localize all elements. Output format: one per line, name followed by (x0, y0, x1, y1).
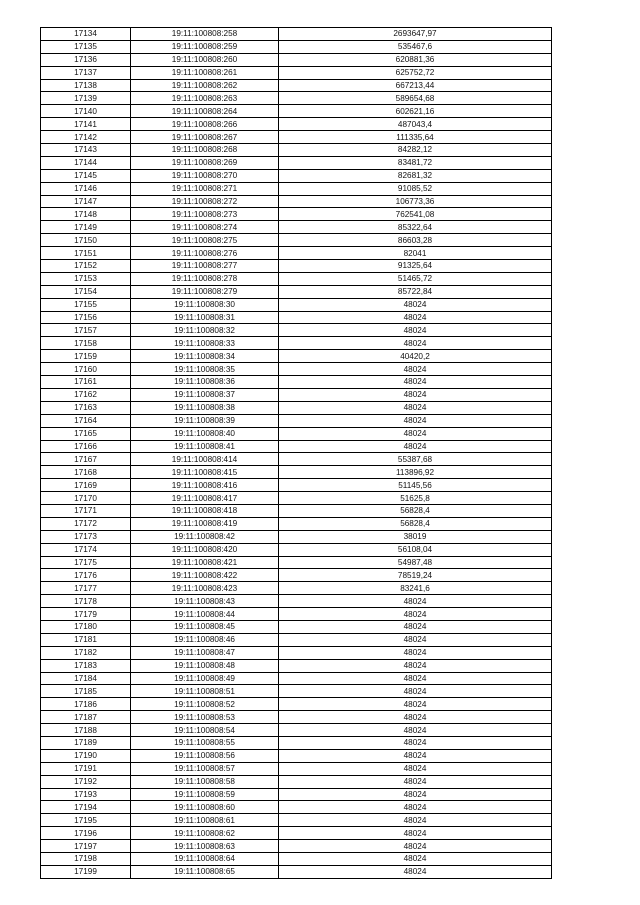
cadastral-number-cell: 19:11:100808:60 (131, 801, 279, 814)
table-row (41, 736, 552, 749)
cadastral-number-cell: 19:11:100808:57 (131, 762, 279, 775)
value-cell: 48024 (279, 724, 552, 737)
table-row (41, 350, 552, 363)
value-cell: 48024 (279, 801, 552, 814)
row-number-cell: 17174 (41, 543, 131, 556)
cadastral-number-cell: 19:11:100808:423 (131, 582, 279, 595)
cadastral-number-cell: 19:11:100808:260 (131, 53, 279, 66)
value-cell: 48024 (279, 698, 552, 711)
row-number-cell: 17199 (41, 865, 131, 878)
table-row (41, 208, 552, 221)
value-cell: 48024 (279, 749, 552, 762)
table-row (41, 479, 552, 492)
value-cell: 48024 (279, 840, 552, 853)
row-number-cell: 17172 (41, 517, 131, 530)
cadastral-number-cell: 19:11:100808:36 (131, 376, 279, 389)
table-row (41, 466, 552, 479)
value-cell: 48024 (279, 672, 552, 685)
value-cell: 48024 (279, 324, 552, 337)
row-number-cell: 17159 (41, 350, 131, 363)
cadastral-number-cell: 19:11:100808:34 (131, 350, 279, 363)
row-number-cell: 17141 (41, 118, 131, 131)
table-row (41, 260, 552, 273)
row-number-cell: 17183 (41, 659, 131, 672)
value-cell: 51625,8 (279, 492, 552, 505)
cadastral-number-cell: 19:11:100808:422 (131, 569, 279, 582)
value-cell: 589654,68 (279, 92, 552, 105)
cadastral-number-cell: 19:11:100808:56 (131, 749, 279, 762)
value-cell: 48024 (279, 401, 552, 414)
row-number-cell: 17163 (41, 401, 131, 414)
table-row (41, 840, 552, 853)
value-cell: 83241,6 (279, 582, 552, 595)
value-cell: 48024 (279, 814, 552, 827)
cadastral-number-cell: 19:11:100808:51 (131, 685, 279, 698)
cadastral-number-cell: 19:11:100808:261 (131, 66, 279, 79)
table-row (41, 724, 552, 737)
value-cell: 762541,08 (279, 208, 552, 221)
cadastral-number-cell: 19:11:100808:39 (131, 414, 279, 427)
row-number-cell: 17173 (41, 530, 131, 543)
table-row (41, 659, 552, 672)
row-number-cell: 17170 (41, 492, 131, 505)
cadastral-number-cell: 19:11:100808:41 (131, 440, 279, 453)
value-cell: 535467,6 (279, 40, 552, 53)
table-row (41, 517, 552, 530)
value-cell: 55387,68 (279, 453, 552, 466)
row-number-cell: 17169 (41, 479, 131, 492)
cadastral-number-cell: 19:11:100808:258 (131, 28, 279, 41)
row-number-cell: 17137 (41, 66, 131, 79)
cadastral-number-cell: 19:11:100808:418 (131, 504, 279, 517)
value-cell: 48024 (279, 788, 552, 801)
row-number-cell: 17184 (41, 672, 131, 685)
cadastral-number-cell: 19:11:100808:262 (131, 79, 279, 92)
table-row (41, 28, 552, 41)
table-row (41, 865, 552, 878)
value-cell: 48024 (279, 711, 552, 724)
table-row (41, 144, 552, 157)
value-cell: 48024 (279, 337, 552, 350)
cadastral-number-cell: 19:11:100808:421 (131, 556, 279, 569)
row-number-cell: 17190 (41, 749, 131, 762)
table-row (41, 363, 552, 376)
value-cell: 85322,64 (279, 221, 552, 234)
table-row (41, 195, 552, 208)
cadastral-number-cell: 19:11:100808:47 (131, 646, 279, 659)
table-row (41, 427, 552, 440)
row-number-cell: 17134 (41, 28, 131, 41)
row-number-cell: 17136 (41, 53, 131, 66)
value-cell: 48024 (279, 388, 552, 401)
value-cell: 48024 (279, 440, 552, 453)
table-row (41, 182, 552, 195)
row-number-cell: 17168 (41, 466, 131, 479)
row-number-cell: 17180 (41, 620, 131, 633)
cadastral-number-cell: 19:11:100808:63 (131, 840, 279, 853)
table-row (41, 440, 552, 453)
value-cell: 48024 (279, 633, 552, 646)
table-row (41, 711, 552, 724)
value-cell: 48024 (279, 620, 552, 633)
value-cell: 78519,24 (279, 569, 552, 582)
cadastral-number-cell: 19:11:100808:42 (131, 530, 279, 543)
value-cell: 56828,4 (279, 504, 552, 517)
value-cell: 48024 (279, 762, 552, 775)
cadastral-number-cell: 19:11:100808:415 (131, 466, 279, 479)
table-row (41, 749, 552, 762)
row-number-cell: 17157 (41, 324, 131, 337)
cadastral-number-cell: 19:11:100808:38 (131, 401, 279, 414)
value-cell: 48024 (279, 646, 552, 659)
row-number-cell: 17191 (41, 762, 131, 775)
row-number-cell: 17138 (41, 79, 131, 92)
row-number-cell: 17135 (41, 40, 131, 53)
value-cell: 83481,72 (279, 156, 552, 169)
row-number-cell: 17155 (41, 298, 131, 311)
value-cell: 48024 (279, 659, 552, 672)
row-number-cell: 17154 (41, 285, 131, 298)
cadastral-number-cell: 19:11:100808:267 (131, 131, 279, 144)
value-cell: 85722,84 (279, 285, 552, 298)
row-number-cell: 17178 (41, 595, 131, 608)
cadastral-number-cell: 19:11:100808:64 (131, 853, 279, 866)
table-row (41, 92, 552, 105)
row-number-cell: 17162 (41, 388, 131, 401)
row-number-cell: 17185 (41, 685, 131, 698)
table-row (41, 79, 552, 92)
row-number-cell: 17165 (41, 427, 131, 440)
table-row (41, 401, 552, 414)
cadastral-number-cell: 19:11:100808:416 (131, 479, 279, 492)
table-row (41, 131, 552, 144)
table-row (41, 788, 552, 801)
table-row (41, 814, 552, 827)
value-cell: 56828,4 (279, 517, 552, 530)
cadastral-number-cell: 19:11:100808:266 (131, 118, 279, 131)
row-number-cell: 17140 (41, 105, 131, 118)
row-number-cell: 17164 (41, 414, 131, 427)
cadastral-number-cell: 19:11:100808:264 (131, 105, 279, 118)
value-cell: 48024 (279, 311, 552, 324)
cadastral-number-cell: 19:11:100808:276 (131, 247, 279, 260)
row-number-cell: 17152 (41, 260, 131, 273)
value-cell: 106773,36 (279, 195, 552, 208)
table-row (41, 414, 552, 427)
table-row (41, 530, 552, 543)
table-row (41, 453, 552, 466)
table-row (41, 827, 552, 840)
cadastral-number-cell: 19:11:100808:414 (131, 453, 279, 466)
row-number-cell: 17181 (41, 633, 131, 646)
value-cell: 84282,12 (279, 144, 552, 157)
row-number-cell: 17143 (41, 144, 131, 157)
table-row (41, 234, 552, 247)
cadastral-number-cell: 19:11:100808:272 (131, 195, 279, 208)
row-number-cell: 17147 (41, 195, 131, 208)
row-number-cell: 17148 (41, 208, 131, 221)
table-row (41, 66, 552, 79)
table-row (41, 388, 552, 401)
table-row (41, 53, 552, 66)
value-cell: 602621,16 (279, 105, 552, 118)
table-row (41, 620, 552, 633)
row-number-cell: 17151 (41, 247, 131, 260)
cadastral-number-cell: 19:11:100808:273 (131, 208, 279, 221)
value-cell: 91085,52 (279, 182, 552, 195)
row-number-cell: 17146 (41, 182, 131, 195)
value-cell: 48024 (279, 853, 552, 866)
cadastral-number-cell: 19:11:100808:52 (131, 698, 279, 711)
cadastral-number-cell: 19:11:100808:417 (131, 492, 279, 505)
value-cell: 48024 (279, 363, 552, 376)
cadastral-number-cell: 19:11:100808:58 (131, 775, 279, 788)
cadastral-number-cell: 19:11:100808:420 (131, 543, 279, 556)
table-row (41, 492, 552, 505)
cadastral-number-cell: 19:11:100808:61 (131, 814, 279, 827)
value-cell: 51145,56 (279, 479, 552, 492)
row-number-cell: 17167 (41, 453, 131, 466)
value-cell: 38019 (279, 530, 552, 543)
row-number-cell: 17156 (41, 311, 131, 324)
row-number-cell: 17188 (41, 724, 131, 737)
row-number-cell: 17144 (41, 156, 131, 169)
value-cell: 54987,48 (279, 556, 552, 569)
cadastral-number-cell: 19:11:100808:271 (131, 182, 279, 195)
row-number-cell: 17171 (41, 504, 131, 517)
table-row (41, 698, 552, 711)
value-cell: 91325,64 (279, 260, 552, 273)
value-cell: 48024 (279, 865, 552, 878)
row-number-cell: 17189 (41, 736, 131, 749)
row-number-cell: 17177 (41, 582, 131, 595)
table-row (41, 376, 552, 389)
table-row (41, 221, 552, 234)
table-row (41, 582, 552, 595)
cadastral-number-cell: 19:11:100808:46 (131, 633, 279, 646)
value-cell: 48024 (279, 595, 552, 608)
value-cell: 48024 (279, 376, 552, 389)
row-number-cell: 17160 (41, 363, 131, 376)
cadastral-number-cell: 19:11:100808:275 (131, 234, 279, 247)
table-row (41, 775, 552, 788)
cadastral-number-cell: 19:11:100808:44 (131, 608, 279, 621)
row-number-cell: 17198 (41, 853, 131, 866)
cadastral-number-cell: 19:11:100808:55 (131, 736, 279, 749)
value-cell: 48024 (279, 775, 552, 788)
row-number-cell: 17195 (41, 814, 131, 827)
table-row (41, 311, 552, 324)
cadastral-number-cell: 19:11:100808:62 (131, 827, 279, 840)
table-row (41, 556, 552, 569)
cadastral-number-cell: 19:11:100808:263 (131, 92, 279, 105)
value-cell: 48024 (279, 827, 552, 840)
table-row (41, 298, 552, 311)
row-number-cell: 17161 (41, 376, 131, 389)
table-row (41, 285, 552, 298)
value-cell: 86603,28 (279, 234, 552, 247)
table-row (41, 105, 552, 118)
cadastral-number-cell: 19:11:100808:35 (131, 363, 279, 376)
cadastral-number-cell: 19:11:100808:277 (131, 260, 279, 273)
cadastral-number-cell: 19:11:100808:59 (131, 788, 279, 801)
value-cell: 48024 (279, 736, 552, 749)
row-number-cell: 17192 (41, 775, 131, 788)
value-cell: 82681,32 (279, 169, 552, 182)
cadastral-number-cell: 19:11:100808:54 (131, 724, 279, 737)
row-number-cell: 17197 (41, 840, 131, 853)
row-number-cell: 17166 (41, 440, 131, 453)
row-number-cell: 17175 (41, 556, 131, 569)
table-row (41, 801, 552, 814)
cadastral-number-cell: 19:11:100808:278 (131, 272, 279, 285)
table-row (41, 337, 552, 350)
cadastral-number-cell: 19:11:100808:31 (131, 311, 279, 324)
row-number-cell: 17193 (41, 788, 131, 801)
cadastral-number-cell: 19:11:100808:48 (131, 659, 279, 672)
table-row (41, 569, 552, 582)
table-row (41, 272, 552, 285)
value-cell: 487043,4 (279, 118, 552, 131)
table-row (41, 685, 552, 698)
row-number-cell: 17194 (41, 801, 131, 814)
row-number-cell: 17182 (41, 646, 131, 659)
table-row (41, 247, 552, 260)
table-row (41, 646, 552, 659)
value-cell: 625752,72 (279, 66, 552, 79)
value-cell: 620881,36 (279, 53, 552, 66)
row-number-cell: 17158 (41, 337, 131, 350)
table-row (41, 633, 552, 646)
table-row (41, 40, 552, 53)
cadastral-number-cell: 19:11:100808:269 (131, 156, 279, 169)
row-number-cell: 17196 (41, 827, 131, 840)
value-cell: 82041 (279, 247, 552, 260)
cadastral-number-cell: 19:11:100808:37 (131, 388, 279, 401)
table-body (41, 28, 552, 879)
table-row (41, 672, 552, 685)
row-number-cell: 17139 (41, 92, 131, 105)
cadastral-number-cell: 19:11:100808:279 (131, 285, 279, 298)
row-number-cell: 17186 (41, 698, 131, 711)
table-row (41, 762, 552, 775)
table-row (41, 504, 552, 517)
cadastral-number-cell: 19:11:100808:30 (131, 298, 279, 311)
row-number-cell: 17176 (41, 569, 131, 582)
table-row (41, 118, 552, 131)
row-number-cell: 17142 (41, 131, 131, 144)
row-number-cell: 17179 (41, 608, 131, 621)
row-number-cell: 17150 (41, 234, 131, 247)
value-cell: 48024 (279, 298, 552, 311)
cadastral-number-cell: 19:11:100808:65 (131, 865, 279, 878)
data-table (40, 27, 552, 879)
row-number-cell: 17145 (41, 169, 131, 182)
cadastral-number-cell: 19:11:100808:45 (131, 620, 279, 633)
value-cell: 48024 (279, 685, 552, 698)
table-row (41, 169, 552, 182)
value-cell: 48024 (279, 414, 552, 427)
value-cell: 51465,72 (279, 272, 552, 285)
value-cell: 56108,04 (279, 543, 552, 556)
cadastral-number-cell: 19:11:100808:40 (131, 427, 279, 440)
cadastral-number-cell: 19:11:100808:274 (131, 221, 279, 234)
value-cell: 48024 (279, 427, 552, 440)
table-row (41, 324, 552, 337)
value-cell: 48024 (279, 608, 552, 621)
table-row (41, 608, 552, 621)
value-cell: 111335,64 (279, 131, 552, 144)
cadastral-number-cell: 19:11:100808:268 (131, 144, 279, 157)
table-row (41, 156, 552, 169)
cadastral-number-cell: 19:11:100808:270 (131, 169, 279, 182)
cadastral-number-cell: 19:11:100808:32 (131, 324, 279, 337)
row-number-cell: 17187 (41, 711, 131, 724)
value-cell: 113896,92 (279, 466, 552, 479)
row-number-cell: 17153 (41, 272, 131, 285)
table-row (41, 595, 552, 608)
table-row (41, 853, 552, 866)
value-cell: 2693647,97 (279, 28, 552, 41)
table-row (41, 543, 552, 556)
cadastral-number-cell: 19:11:100808:259 (131, 40, 279, 53)
value-cell: 667213,44 (279, 79, 552, 92)
value-cell: 40420,2 (279, 350, 552, 363)
cadastral-number-cell: 19:11:100808:419 (131, 517, 279, 530)
row-number-cell: 17149 (41, 221, 131, 234)
cadastral-number-cell: 19:11:100808:43 (131, 595, 279, 608)
cadastral-number-cell: 19:11:100808:49 (131, 672, 279, 685)
cadastral-number-cell: 19:11:100808:33 (131, 337, 279, 350)
cadastral-number-cell: 19:11:100808:53 (131, 711, 279, 724)
